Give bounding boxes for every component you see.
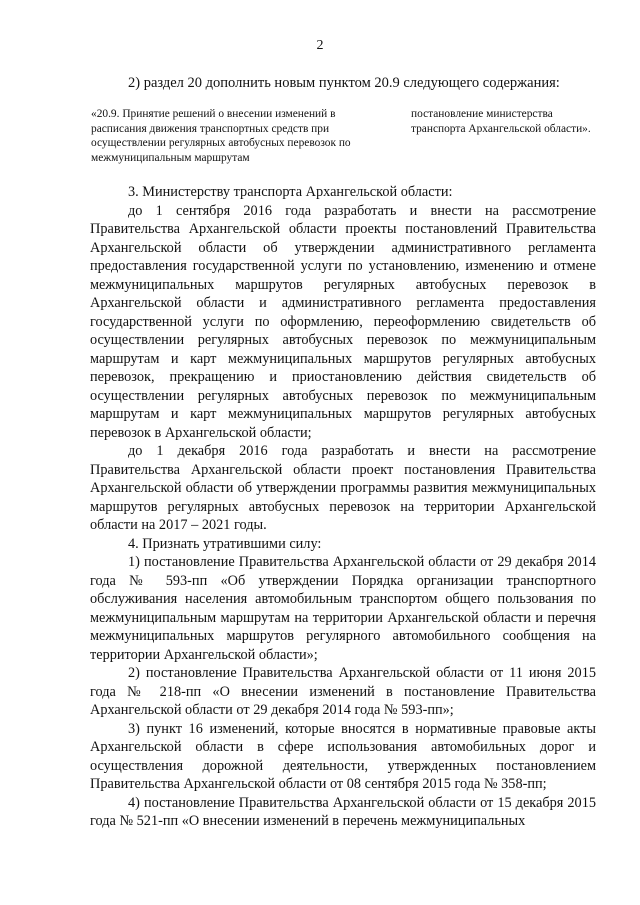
amendment-table-left-cell: «20.9. Принятие решений о внесении изменений в расписания движения транспортных средств при осуществлении регулярных автобусных перевозок по межмуниципальным маршрутам	[91, 108, 351, 164]
amendment-table-right-cell: постановление министерства транспорта Архангельской области».	[411, 108, 591, 135]
paragraph-3-item-2: до 1 декабря 2016 года разработать и внести на рассмотрение Правительства Архангельской области проект постановления Правительства Архангельской области об утверждении программы развития межмуниципальных маршрутов регулярных автобусных перевозок на территории Архангельской области на 2017 – 2021 годы.	[90, 443, 596, 533]
intro-line: 2) раздел 20 дополнить новым пунктом 20.9 следующего содержания:	[128, 75, 560, 91]
paragraph-4-item-4: 4) постановление Правительства Архангельской области от 15 декабря 2015 года № 521-пп «О внесении изменений в перечень межмуниципальных	[90, 794, 596, 829]
paragraph-3-item-1: до 1 сентября 2016 года разработать и внести на рассмотрение Правительства Архангельской области проекты постановлений Правительства Архангельской области об утверждении административного регламента предоставления государственной услуги по установлению, изменению и отмене межмуниципальных маршрутов регулярных автобусных перевозок в Архангельской области и административного регламента предоставления государственной услуги по оформлению, переоформлению свидетельств об осуществлении регулярных автобусных перевозок по межмуниципальным маршрутам и карт межмуниципальных маршрутов регулярных автобусных перевозок, прекращению и приостановлению действия свидетельств об осуществлении регулярных автобусных перевозок по межмуниципальным маршрутам и карт межмуниципальных маршрутов регулярных автобусных перевозок в Архангельской области;	[90, 202, 596, 441]
paragraph-4: 4. Признать утратившими силу:	[128, 535, 322, 552]
paragraph-3: 3. Министерству транспорта Архангельской области:	[128, 184, 453, 200]
page-number: 2	[316, 38, 324, 53]
paragraph-4-item-2: 2) постановление Правительства Архангельской области от 11 июня 2015 года № 218-пп «О внесении изменений в постановление Правительства Архангельской области от 29 декабря 2014 года № 593-пп»;	[90, 665, 596, 718]
paragraph-4-item-1: 1) постановление Правительства Архангельской области от 29 декабря 2014 года № 593-пп «Об утверждении Порядка организации транспортного обслуживания населения автомобильным транспортом общего пользования по межмуниципальным маршрутам на территории Архангельской области и перечня межмуниципальных маршрутов регулярного автомобильного сообщения на территории Архангельской области»;	[90, 554, 596, 663]
paragraph-4-item-3: 3) пункт 16 изменений, которые вносятся в нормативные правовые акты Архангельской области в сфере использования автомобильных дорог и осуществления дорожной деятельности, утвержденных постановлением Правительства Архангельской области от 08 сентября 2015 года № 358-пп;	[90, 720, 596, 792]
document-body	[90, 183, 596, 831]
amendment-table-row	[91, 107, 599, 165]
